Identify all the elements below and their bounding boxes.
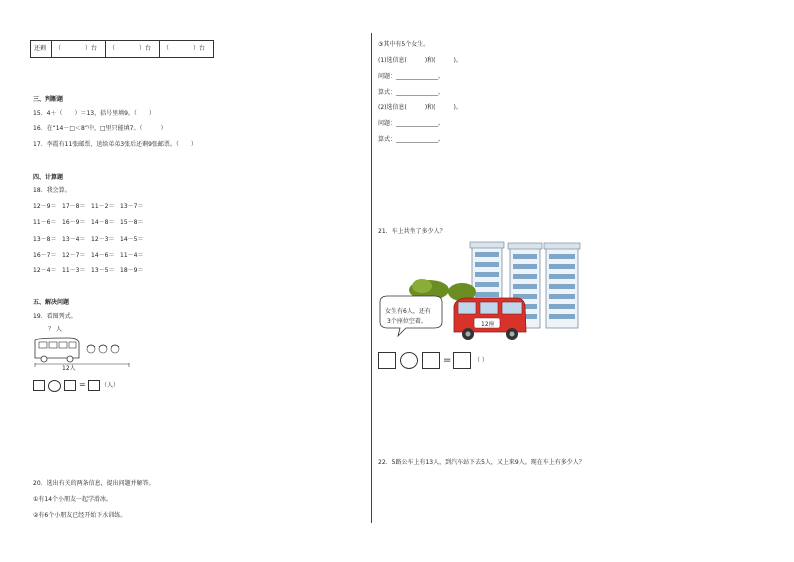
calc-item: 13－5＝ [91, 267, 115, 274]
answer-box[interactable] [88, 380, 100, 391]
table-row-label: 还剩 [31, 41, 52, 58]
speech-bubble [380, 296, 442, 336]
q19-unknown-label: ？ 人 [48, 326, 62, 333]
operator-circle[interactable] [400, 352, 418, 369]
q19-unit: （人） [101, 382, 120, 389]
question-22: 22．5路公车上有13人，到汽车站下去5人，又上来9人。现在车上有多少人？ [378, 459, 585, 466]
q20-part2-question: 问题：______________。 [378, 120, 445, 127]
section-heading-judgement: 三、判断题 [33, 96, 64, 103]
calc-item: 12－4＝ [33, 267, 57, 274]
answer-box[interactable] [64, 380, 76, 391]
calc-item: 12－9＝ [33, 203, 57, 210]
section-heading-calculation: 四、计算题 [33, 174, 64, 181]
question-17: 17．李霞有11张邮票，送给弟弟3张后还剩9张邮票。（ ） [33, 141, 197, 148]
answer-box[interactable] [33, 380, 45, 391]
calc-item: 13－4＝ [62, 236, 86, 243]
calc-item: 16－7＝ [33, 252, 57, 259]
q20-part2-select: (2)选信息( )和( )。 [378, 104, 462, 111]
answer-table [30, 40, 214, 58]
calc-item: 17－8＝ [62, 203, 86, 210]
q21-unit: （ ） [474, 357, 488, 364]
calc-item: 14－8＝ [91, 219, 115, 226]
calc-item: 14－6＝ [91, 252, 115, 259]
bus-seat-label: 12座 [481, 321, 495, 328]
bus-icon [454, 298, 526, 340]
table-cell: （ ）台 [160, 41, 214, 58]
q20-part1-select: (1)选信息( )和( )。 [378, 57, 462, 64]
column-divider [371, 33, 372, 523]
answer-box[interactable] [422, 352, 440, 369]
question-15: 15．4＋（ ）＝13，括号里填9。（ ） [33, 110, 155, 117]
equals-sign: = [79, 380, 86, 389]
calc-item: 14－5＝ [120, 236, 144, 243]
calc-item: 13－8＝ [33, 236, 57, 243]
calc-item: 15－8＝ [120, 219, 144, 226]
calc-item: 12－7＝ [62, 252, 86, 259]
calc-item: 11－4＝ [120, 252, 144, 259]
q20-part2-formula: 算式：______________。 [378, 136, 445, 143]
calc-item: 11－2＝ [91, 203, 115, 210]
q20-info-1: ①有14个小朋友一起学滑冰。 [33, 496, 113, 503]
q19-bus-illustration [33, 334, 133, 370]
q21-bus-scene [376, 240, 588, 346]
calc-item: 18－9＝ [120, 267, 144, 274]
section-heading-problems: 五、解决问题 [33, 299, 70, 306]
q20-part1-question: 问题：______________。 [378, 73, 445, 80]
question-21: 21．车上共坐了多少人？ [378, 228, 446, 235]
calc-item: 16－9＝ [62, 219, 86, 226]
answer-box[interactable] [378, 352, 396, 369]
question-20: 20．选出有关的两条信息，提出问题并解答。 [33, 480, 155, 487]
q19-total-label: 12人 [62, 365, 76, 372]
table-cell: （ ）台 [106, 41, 160, 58]
answer-box[interactable] [453, 352, 471, 369]
calc-item: 11－6＝ [33, 219, 57, 226]
table-cell: （ ）台 [52, 41, 106, 58]
question-19: 19．看图列式。 [33, 313, 77, 320]
speech-line-1: 女生有6人，还有 [385, 308, 431, 315]
q20-info-2: ②有6个小朋友已经开始下水训练。 [33, 512, 127, 519]
operator-circle[interactable] [48, 380, 61, 392]
q20-part1-formula: 算式：______________。 [378, 89, 445, 96]
question-18: 18．我会算。 [33, 187, 71, 194]
building-icon [544, 243, 580, 328]
speech-line-2: 3个座位空着。 [387, 318, 427, 325]
calc-item: 13－7＝ [120, 203, 144, 210]
calc-item: 11－3＝ [62, 267, 86, 274]
calc-item: 12－3＝ [91, 236, 115, 243]
question-16: 16．在“14－□＜8”中，□里只能填7。（ ） [33, 125, 167, 132]
q20-info-3: ③其中有5个女生。 [378, 41, 430, 48]
table-row [31, 41, 214, 58]
equals-sign: = [443, 355, 452, 366]
